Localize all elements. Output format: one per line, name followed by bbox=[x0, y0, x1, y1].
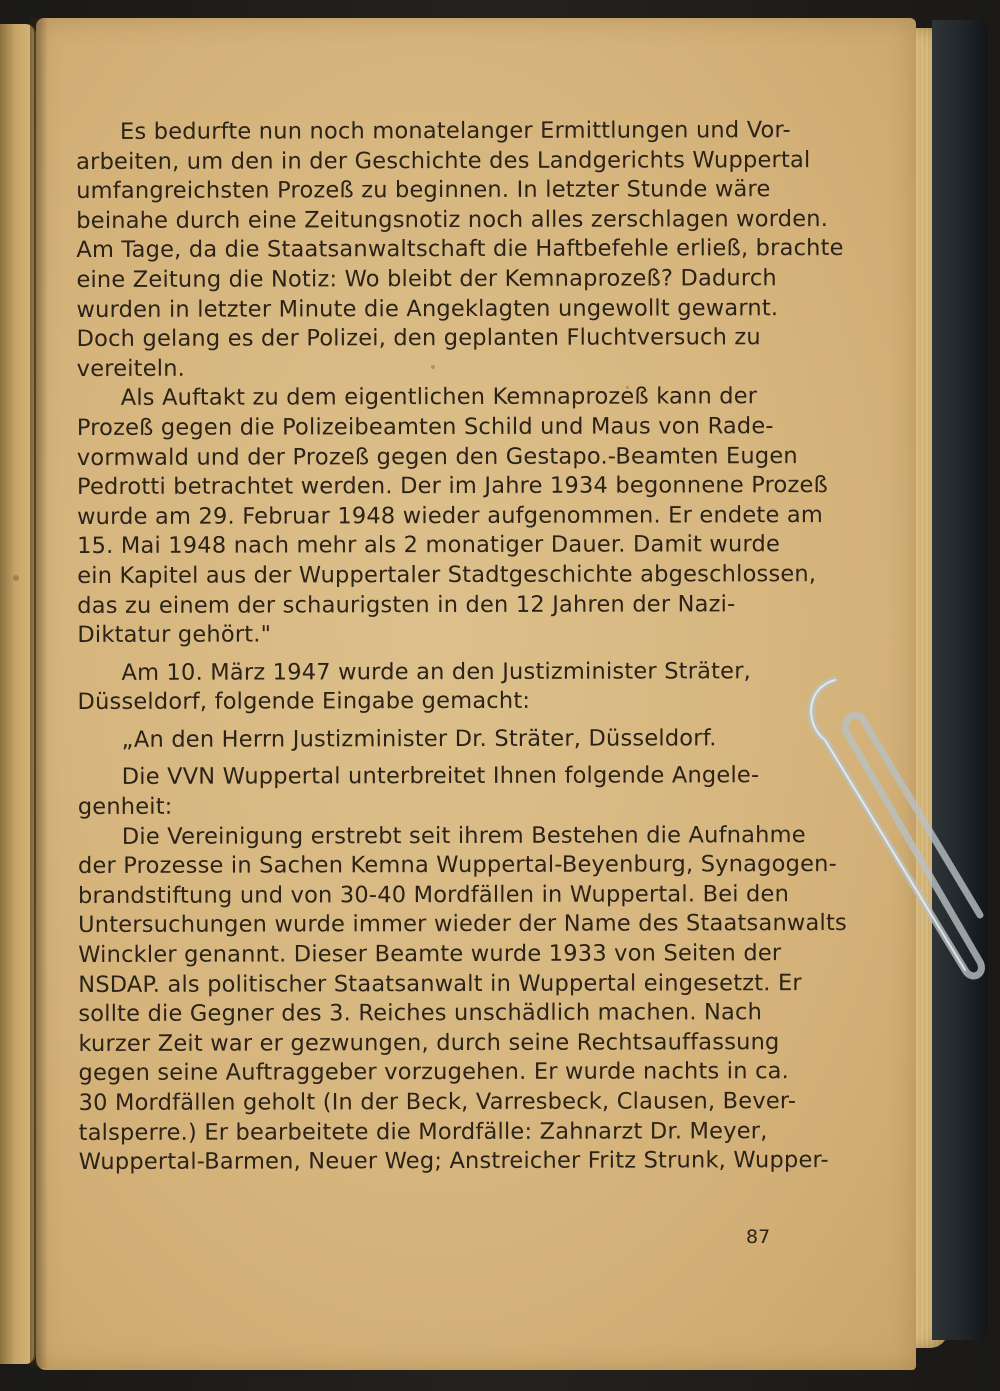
text-line: Pedrotti betrachtet werden. Der im Jahre 1934 begonnene Prozeß bbox=[76, 472, 828, 501]
text-line: genheit: bbox=[77, 793, 173, 821]
text-line: Es bedurfte nun noch monatelanger Ermittlungen und Vor- bbox=[120, 117, 791, 145]
text-line: NSDAP. als politischer Staatsanwalt in Wuppertal eingesetzt. Er bbox=[78, 969, 802, 998]
text-line: das zu einem der schaurigsten in den 12 Jahren der Nazi- bbox=[77, 590, 736, 619]
text-line: der Prozesse in Sachen Kemna Wuppertal-Beyenburg, Synagogen- bbox=[77, 851, 837, 880]
text-line: Prozeß gegen die Polizeibeamten Schild und Maus von Rade- bbox=[76, 413, 774, 441]
paper-speck bbox=[13, 575, 19, 581]
text-line: brandstiftung und von 30-40 Mordfällen in Wuppertal. Bei den bbox=[78, 880, 790, 909]
text-line: Die Vereinigung erstrebt seit ihrem Bestehen die Aufnahme bbox=[121, 821, 806, 850]
text-line: vormwald und der Prozeß gegen den Gestapo.-Beamten Eugen bbox=[76, 442, 798, 471]
text-line: Doch gelang es der Polizei, den geplanten Fluchtversuch zu bbox=[76, 324, 761, 353]
text-line: Die VVN Wuppertal unterbreitet Ihnen folgende Angele- bbox=[121, 762, 760, 791]
text-line: Wuppertal-Barmen, Neuer Weg; Anstreicher Fritz Strunk, Wupper- bbox=[78, 1147, 829, 1176]
text-line: Winckler genannt. Dieser Beamte wurde 1933 von Seiten der bbox=[78, 940, 782, 969]
text-line: arbeiten, um den in der Geschichte des Landgerichts Wuppertal bbox=[76, 146, 811, 175]
text-line: eine Zeitung die Notiz: Wo bleibt der Kemnaprozeß? Dadurch bbox=[76, 265, 777, 293]
text-line: umfangreichsten Prozeß zu beginnen. In letzter Stunde wäre bbox=[76, 176, 771, 205]
text-line: Diktatur gehört." bbox=[77, 621, 272, 649]
text-line: beinahe durch eine Zeitungsnotiz noch alles zerschlagen worden. bbox=[76, 205, 829, 234]
page-number: 87 bbox=[746, 1226, 771, 1248]
text-line: Düsseldorf, folgende Eingabe gemacht: bbox=[77, 688, 531, 716]
text-line: talsperre.) Er bearbeitete die Mordfälle: Zahnarzt Dr. Meyer, bbox=[78, 1117, 768, 1146]
text-line: 30 Mordfällen geholt (In der Beck, Varresbeck, Clausen, Bever- bbox=[78, 1088, 797, 1116]
text-line: wurde am 29. Februar 1948 wieder aufgenommen. Er endete am bbox=[77, 501, 823, 530]
paper-speck bbox=[626, 386, 629, 389]
text-line: 15. Mai 1948 nach mehr als 2 monatiger Dauer. Damit wurde bbox=[77, 531, 781, 560]
text-line: sollte die Gegner des 3. Reiches unschädlich machen. Nach bbox=[78, 999, 763, 1028]
text-line: Untersuchungen wurde immer wieder der Name des Staatsanwalts bbox=[78, 910, 847, 939]
text-line: Am 10. März 1947 wurde an den Justizminister Sträter, bbox=[121, 657, 752, 686]
page-text-block bbox=[76, 116, 847, 1178]
book-cover-edge bbox=[932, 20, 988, 1340]
text-line: „An den Herrn Justizminister Dr. Sträter, Düsseldorf. bbox=[121, 725, 717, 753]
text-line: Als Auftakt zu dem eigentlichen Kemnaprozeß kann der bbox=[120, 383, 758, 412]
text-line: gegen seine Auftraggeber vorzugehen. Er wurde nachts in ca. bbox=[78, 1058, 790, 1087]
text-line: wurden in letzter Minute die Angeklagten ungewollt gewarnt. bbox=[76, 294, 779, 323]
text-line: kurzer Zeit war er gezwungen, durch seine Rechtsauffassung bbox=[78, 1028, 780, 1057]
paper-speck bbox=[431, 365, 435, 369]
left-page-edge bbox=[0, 24, 36, 1364]
text-line: vereiteln. bbox=[76, 355, 186, 382]
text-line: Am Tage, da die Staatsanwaltschaft die Haftbefehle erließ, brachte bbox=[76, 235, 844, 264]
text-line: ein Kapitel aus der Wuppertaler Stadtgeschichte abgeschlossen, bbox=[77, 560, 817, 589]
